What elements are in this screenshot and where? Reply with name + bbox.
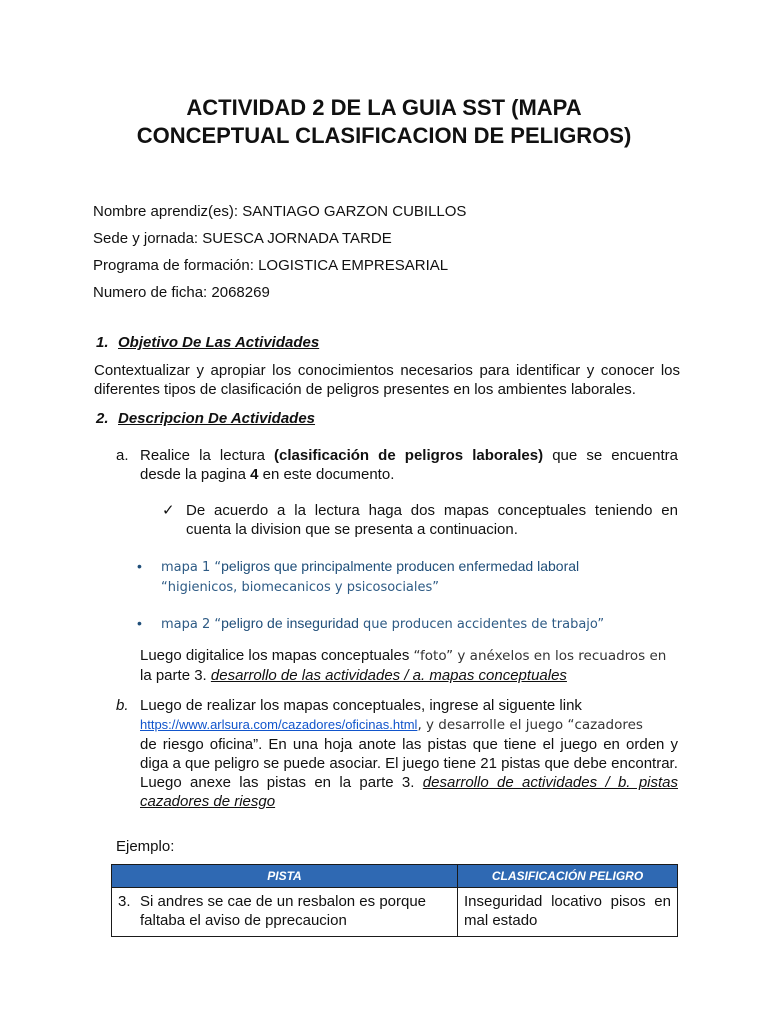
bullet-mapa-2 (137, 614, 677, 634)
bullet-icon: • (137, 615, 142, 631)
table-row-number: 3. (118, 893, 131, 910)
checkmark-icon: ✓ (162, 502, 175, 519)
luego-sans: “foto” y anéxelos en los recuadros en (413, 648, 667, 664)
item-b-text-1: Luego de realizar los mapas conceptuales, ingrese al siguente link (140, 697, 582, 714)
item-a-marker: a. (116, 447, 129, 464)
sede-jornada: Sede y jornada: SUESCA JORNADA TARDE (93, 230, 392, 247)
luego-line2-pre: la parte 3. (140, 667, 211, 684)
bullet-1-second: “higienicos, biomecanicos y psicosociales” (161, 580, 440, 595)
bullet-1-main: peligros que principalmente producen enfermedad laboral (221, 558, 580, 574)
table-cell-pista (112, 888, 458, 937)
nombre-aprendiz: Nombre aprendiz(es): SANTIAGO GARZON CUBILLOS (93, 203, 467, 220)
table-header-row (112, 865, 678, 888)
item-b-body (140, 696, 678, 811)
item-b-text-2: de riesgo oficina”. En una hoja anote las pistas que tiene el juego en orden y diga a que peligro se puede asociar. El juego tiene 21 pistas que debe encontrar. (140, 736, 678, 772)
check-item (162, 501, 678, 539)
item-a-text (140, 446, 678, 484)
item-a-text-pre: Realice la lectura (140, 447, 275, 464)
item-b-text-3-pre: Luego anexe las pistas en la parte 3. (140, 774, 423, 791)
item-b-text-3 (140, 773, 678, 811)
bullet-2-main: peligro de inseguridad (221, 615, 359, 631)
bullet-2-lead: mapa 2 “ (161, 617, 222, 632)
example-table (111, 864, 678, 937)
section-2-number: 2. (96, 410, 109, 427)
bullet-mapa-1 (137, 557, 677, 597)
item-a-text-mid: que se encuentra desde la pagina (140, 447, 678, 483)
table-header-pista: PISTA (112, 865, 458, 888)
item-a-text-bold: (clasificación de peligros laborales) (274, 447, 544, 464)
section-2-title: Descripcion De Actividades (118, 410, 316, 427)
check-item-text: De acuerdo a la lectura haga dos mapas conceptuales teniendo en cuenta la division que se presenta a continuacion. (186, 502, 678, 538)
numero-ficha: Numero de ficha: 2068269 (93, 284, 270, 301)
luego-paragraph (140, 646, 680, 685)
section-1-number: 1. (96, 334, 109, 351)
bullet-icon: • (137, 558, 142, 574)
table-row (112, 888, 678, 937)
title-line-2: CONCEPTUAL CLASIFICACION DE PELIGROS) (136, 123, 632, 148)
bullet-1-lead: mapa 1 “ (161, 560, 222, 575)
arlsura-link[interactable]: https://www.arlsura.com/cazadores/oficinas.html (140, 717, 418, 732)
table-cell-clasificacion: Inseguridad locativo pisos en mal estado (458, 888, 678, 937)
programa-formacion: Programa de formación: LOGISTICA EMPRESARIAL (93, 257, 449, 274)
table-cell-pista-text: Si andres se cae de un resbalon es porque faltaba el aviso de pprecaucion (140, 893, 427, 929)
item-b-after-link: , y desarrolle el juego “cazadores (417, 717, 643, 733)
item-b-link-line (140, 715, 678, 735)
title-line-1: ACTIVIDAD 2 DE LA GUIA SST (MAPA (186, 95, 582, 120)
section-1-heading (96, 333, 319, 352)
section-1-text: Contextualizar y apropiar los conocimientos necesarios para identificar y conocer los diferentes tipos de clasificación de peligros presentes en los ambientes laborales. (94, 362, 680, 398)
ejemplo-label: Ejemplo: (116, 838, 175, 855)
section-1-title: Objetivo De Las Actividades (118, 334, 320, 351)
item-b (116, 696, 678, 811)
bullet-2-tail: que producen accidentes de trabajo” (358, 617, 605, 632)
luego-line2-underlined: desarrollo de las actividades / a. mapas conceptuales (210, 667, 567, 684)
item-a (116, 446, 678, 484)
item-a-text-post: en este documento. (258, 466, 395, 483)
item-a-page-number: 4 (250, 466, 259, 483)
luego-pre: Luego digitalice los mapas conceptuales (140, 647, 414, 664)
table-header-clasificacion: CLASIFICACIÓN PELIGRO (458, 865, 678, 888)
item-b-text-3-underlined: desarrollo de actividades / b. pistas cazadores de riesgo (140, 774, 678, 810)
item-b-marker: b. (116, 697, 129, 714)
section-2-heading (96, 409, 315, 428)
document-title (90, 94, 678, 150)
